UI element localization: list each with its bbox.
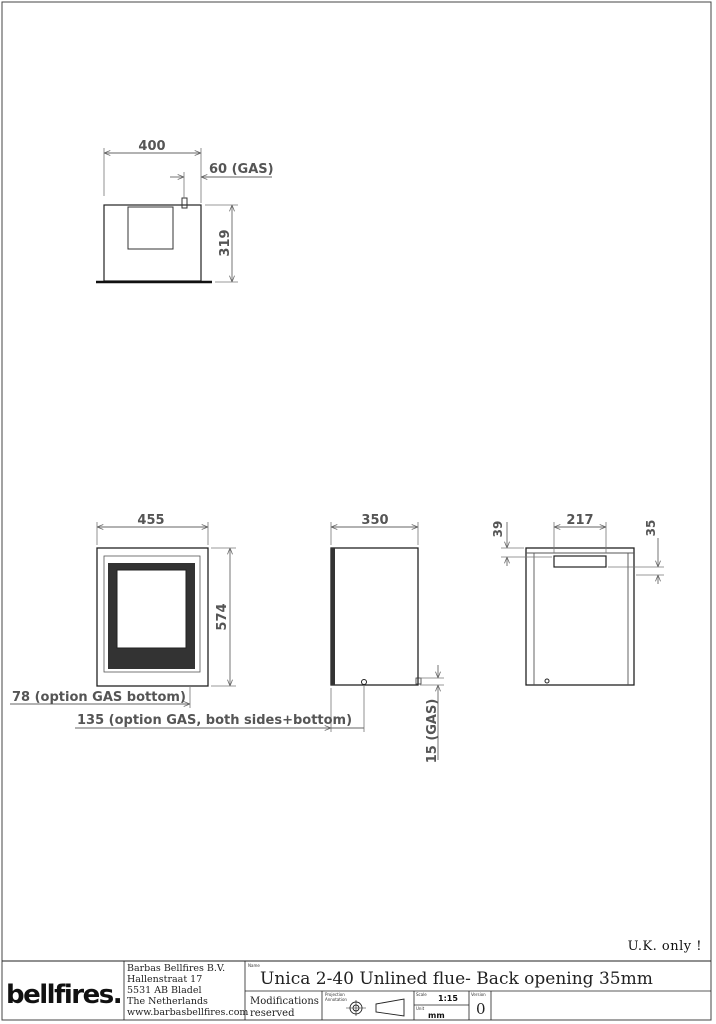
front-view [10, 513, 236, 708]
top-view-gas-pipe [182, 198, 187, 208]
top-view [96, 139, 274, 282]
back-left-label: 39 [491, 520, 505, 538]
version-value: 0 [476, 1000, 486, 1018]
projection-caption-2: Annotation [325, 997, 347, 1002]
bellfires-logo: bellfires. [6, 980, 122, 1010]
front-width-label: 455 [137, 513, 165, 528]
version-caption: Version [471, 992, 486, 997]
drawing-title: Unica 2-40 Unlined flue- Back opening 35mm [260, 969, 653, 989]
modifications-line-1: Modifications [250, 996, 319, 1007]
side-view-body [331, 548, 418, 685]
projection-symbol-icon [346, 999, 404, 1016]
front-gas-bottom-label: 78 (option GAS bottom) [12, 690, 186, 705]
region-note: U.K. only ! [627, 939, 702, 954]
front-view-glass [117, 570, 186, 648]
back-view-body [526, 548, 634, 685]
scale-caption: Scale [416, 992, 427, 997]
back-view [491, 513, 664, 685]
unit-caption: Unit [416, 1006, 425, 1011]
top-gas-label: 60 (GAS) [209, 162, 274, 177]
side-depth-label: 350 [361, 513, 389, 528]
company-line: Hallenstraat 17 [127, 974, 203, 985]
name-caption: Name [248, 963, 260, 968]
back-right-label: 35 [644, 519, 658, 537]
sheet-border [2, 2, 711, 1020]
company-line: Barbas Bellfires B.V. [127, 963, 226, 974]
side-gas-height-label: 15 (GAS) [425, 698, 440, 764]
top-view-body [104, 205, 201, 281]
back-opening-width-label: 217 [566, 513, 594, 528]
company-line: 5531 AB Bladel [127, 985, 202, 996]
unit-value: mm [428, 1011, 445, 1020]
scale-value: 1:15 [438, 994, 458, 1003]
modifications-line-2: reserved [250, 1008, 295, 1019]
side-gas-sides-label: 135 (option GAS, both sides+bottom) [77, 713, 353, 728]
top-width-label: 400 [138, 139, 166, 154]
company-line: www.barbasbellfires.com [127, 1007, 249, 1018]
company-line: The Netherlands [127, 996, 208, 1007]
top-view-flue [128, 207, 173, 249]
projection-caption-1: Projection [325, 992, 345, 997]
top-height-label: 319 [218, 229, 233, 257]
front-height-label: 574 [215, 603, 230, 631]
side-view-front-face [331, 548, 335, 685]
